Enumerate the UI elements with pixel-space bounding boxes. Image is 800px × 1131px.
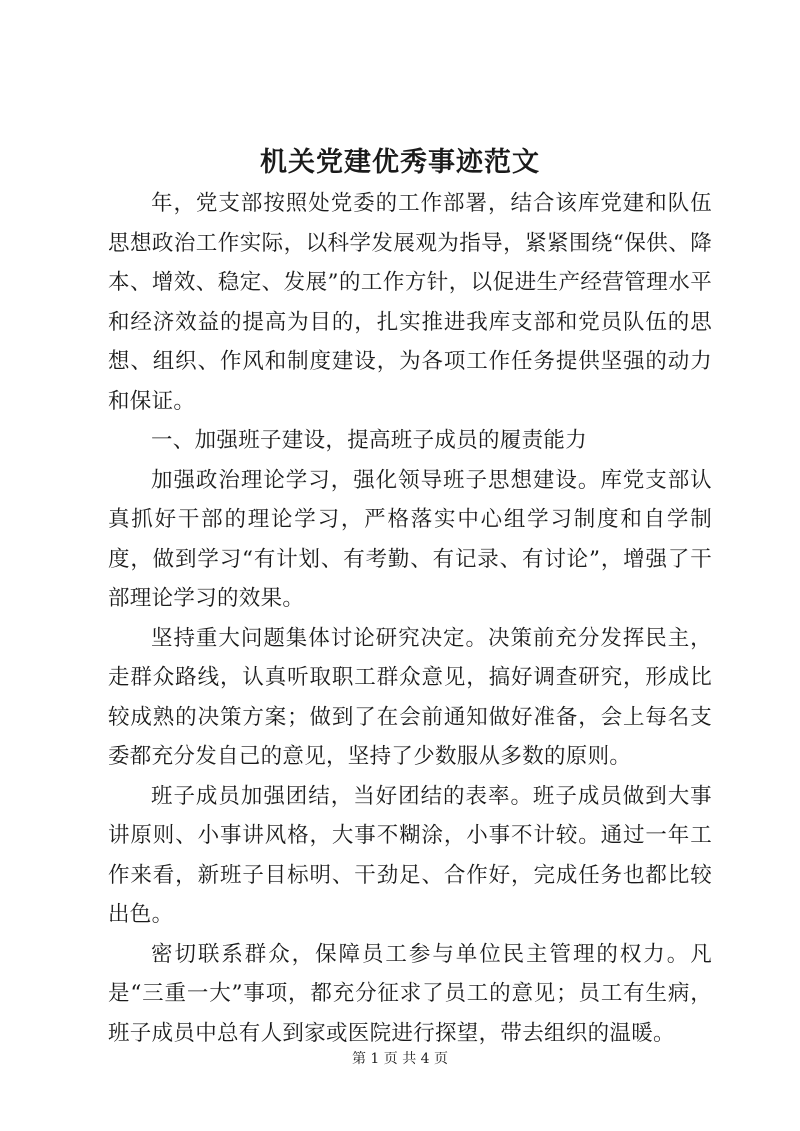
paragraph-intro: 年，党支部按照处党委的工作部署，结合该库党建和队伍思想政治工作实际，以科学发展观为指导，紧紧围绕“保供、降本、增效、稳定、发展”的工作方针，以促进生产经营管理水平和经济效益的提高为目的，扎实推进我库支部和党员队伍的思想、组织、作风和制度建设，为各项工作任务提供坚强的动力和保证。 xyxy=(108,191,712,414)
document-body xyxy=(108,184,712,1053)
paragraph-mass-connection: 密切联系群众，保障员工参与单位民主管理的权力。凡是“三重一大”事项，都充分征求了员工的意见；员工有生病，班子成员中总有人到家或医院进行探望，带去组织的温暖。 xyxy=(108,941,712,1046)
page-number-footer: 第 1 页 共 4 页 xyxy=(351,1051,449,1067)
document-title: 机关党建优秀事迹范文 xyxy=(260,147,540,178)
paragraph-collective-decision: 坚持重大问题集体讨论研究决定。决策前充分发挥民主，走群众路线，认真听取职工群众意见，搞好调查研究，形成比较成熟的决策方案；做到了在会前通知做好准备，会上每名支委都充分发自己的意见，坚持了少数服从多数的原则。 xyxy=(108,625,712,769)
paragraph-team-unity: 班子成员加强团结，当好团结的表率。班子成员做到大事讲原则、小事讲风格，大事不糊涂，小事不计较。通过一年工作来看，新班子目标明、干劲足、合作好，完成任务也都比较出色。 xyxy=(108,783,712,927)
section-heading: 一、加强班子建设，提高班子成员的履责能力 xyxy=(151,428,588,453)
paragraph-political-study: 加强政治理论学习，强化领导班子思想建设。库党支部认真抓好干部的理论学习，严格落实中心组学习制度和自学制度，做到学习“有计划、有考勤、有记录、有讨论”，增强了干部理论学习的效果。 xyxy=(108,467,712,611)
